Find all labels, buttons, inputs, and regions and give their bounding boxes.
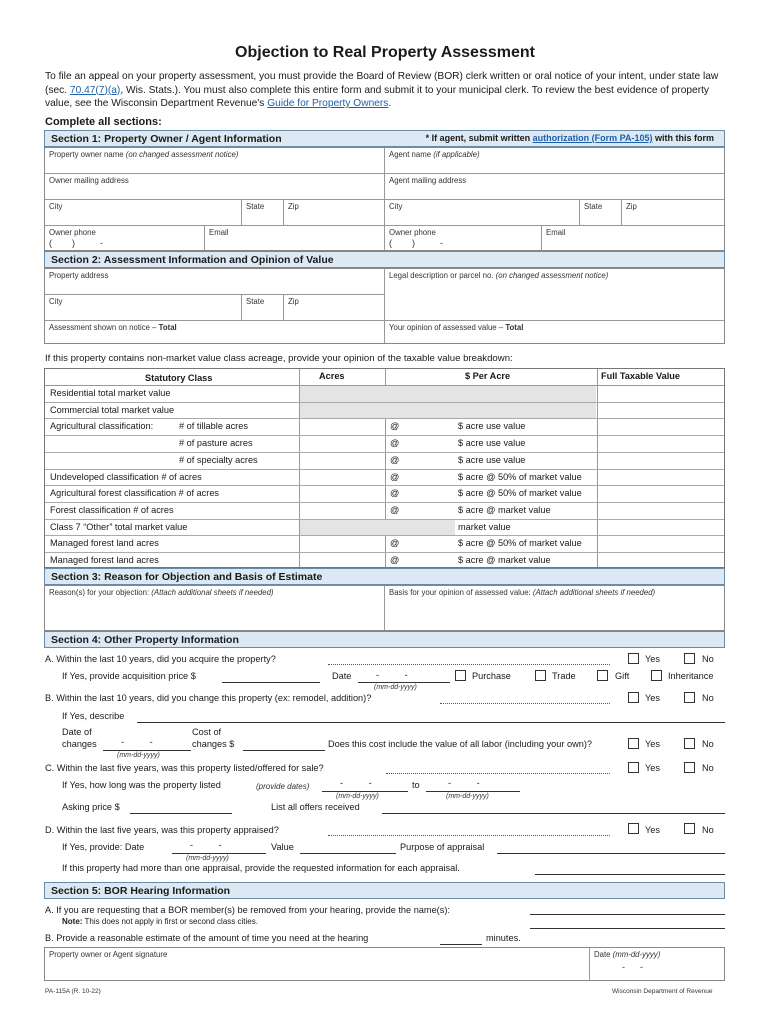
basis-field[interactable] [385, 586, 724, 630]
acreage-at-sign: @ [390, 421, 400, 432]
acreage-shaded-cell [300, 386, 596, 402]
section-2-title: Section 2: Assessment Information and Opinion of Value [51, 254, 334, 266]
acreage-per-acre-label: $ acre @ market value [458, 555, 551, 565]
acreage-full-value-input[interactable] [598, 402, 724, 419]
acreage-row-label: Undeveloped classification # of acres [50, 471, 202, 482]
acreage-full-value-input[interactable] [598, 469, 724, 486]
owner-phone-field[interactable] [45, 226, 205, 251]
q-a-yes-checkbox[interactable] [628, 653, 639, 664]
listed-how-long-label: If Yes, how long was the property listed [62, 780, 221, 790]
acq-date-label: Date [332, 671, 352, 681]
appraisal-provide-label: If Yes, provide: Date [62, 842, 145, 852]
q-b-text: B. Within the last 10 years, did you change this property (ex: remodel, addition)? [45, 693, 372, 703]
q-a-text: A. Within the last 10 years, did you acquire the property? [45, 654, 276, 664]
complete-all-heading: Complete all sections: [45, 116, 162, 128]
assessment-total-label: Total [158, 323, 177, 332]
intro-text [45, 70, 730, 111]
acreage-row-sublabel: # of specialty acres [179, 454, 258, 465]
acreage-per-acre-label: $ acre @ 50% of market value [458, 488, 582, 499]
owner-name-field[interactable] [45, 148, 385, 174]
cost-of-label: Cost of [192, 727, 222, 737]
col-full-taxable: Full Taxable Value [601, 371, 680, 381]
listed-from-input[interactable] [322, 791, 408, 792]
q-c-text: C. Within the last five years, was this property listed/offered for sale? [45, 763, 324, 773]
agent-zip-field[interactable]: Zip [622, 200, 724, 226]
opinion-total-label: Total [505, 323, 524, 332]
q-a-yes-label: Yes [645, 654, 660, 664]
acreage-shaded-cell [300, 520, 455, 536]
section-2-grid [44, 268, 725, 344]
acreage-row-label: Agricultural forest classification # of acres [50, 488, 220, 499]
hearing-minutes-input[interactable] [440, 944, 482, 945]
q-d-text: D. Within the last five years, was this property appraised? [45, 825, 279, 835]
owner-state-field[interactable]: State [242, 200, 284, 226]
inheritance-label: Inheritance [668, 671, 714, 681]
acq-date-input[interactable] [358, 682, 450, 683]
acreage-row-label: Managed forest land acres [50, 538, 159, 549]
acreage-full-value-input[interactable] [598, 485, 724, 502]
authorization-link[interactable]: authorization (Form PA-105) [532, 133, 653, 143]
acreage-table [44, 368, 725, 568]
appraisal-date-dashes: - - [190, 840, 222, 850]
agent-city-field[interactable]: City [385, 200, 580, 226]
property-state-field[interactable]: State [242, 295, 284, 321]
agent-name-label: Agent name [389, 150, 432, 159]
gift-checkbox[interactable] [597, 670, 608, 681]
acreage-at-sign: @ [390, 438, 400, 449]
basis-note: (Attach additional sheets if needed) [532, 588, 656, 597]
purchase-checkbox[interactable] [455, 670, 466, 681]
owner-phone-label: Owner phone [49, 228, 96, 237]
owner-city-field[interactable]: City [45, 200, 242, 226]
property-address-field[interactable]: Property address [45, 269, 385, 295]
legal-description-field[interactable] [385, 269, 724, 321]
section-1-header [44, 130, 725, 147]
section-5-title: Section 5: BOR Hearing Information [51, 885, 231, 897]
labor-no-label: No [702, 739, 714, 749]
section-5-header [44, 882, 725, 899]
acreage-per-acre-label: market value [458, 521, 511, 532]
acreage-full-value-input[interactable] [598, 502, 724, 519]
acreage-at-sign: @ [390, 538, 400, 549]
acq-date-format: (mm-dd-yyyy) [374, 684, 417, 691]
acreage-per-acre-label: $ acre @ market value [458, 504, 551, 515]
to-label: to [412, 780, 420, 790]
appraisal-value-label: Value [271, 842, 294, 852]
acreage-per-acre-label: $ acre @ 50% of market value [458, 538, 582, 549]
assessment-shown-field[interactable] [45, 321, 385, 343]
owner-zip-field[interactable]: Zip [284, 200, 385, 226]
reasons-note: (Attach additional sheets if needed) [151, 588, 274, 597]
bor-names-input-2[interactable] [530, 928, 725, 929]
signature-field[interactable]: Property owner or Agent signature [45, 948, 590, 980]
form-id: PA-115A (R. 10-22) [45, 988, 101, 995]
appraisal-purpose-label: Purpose of appraisal [400, 842, 485, 852]
acreage-at-sign: @ [390, 504, 400, 515]
acreage-row-label: Class 7 “Other” total market value [50, 521, 188, 532]
cost-changes-label: changes $ [192, 739, 235, 749]
acreage-full-value-input[interactable] [598, 385, 724, 402]
multiple-appraisal-input[interactable] [535, 874, 725, 875]
owner-phone-format: ( ) - [49, 238, 103, 248]
page-title: Objection to Real Property Assessment [235, 44, 535, 61]
agent-phone-format: ( ) - [389, 238, 443, 248]
labor-no-checkbox[interactable] [684, 738, 695, 749]
labor-yes-label: Yes [645, 739, 660, 749]
signature-date-dashes: - - [622, 962, 643, 972]
q-c-yes-checkbox[interactable] [628, 762, 639, 773]
offers-input[interactable] [382, 813, 725, 814]
q-a-no-checkbox[interactable] [684, 653, 695, 664]
reasons-field[interactable] [45, 586, 385, 630]
acreage-at-sign: @ [390, 488, 400, 499]
changes-label: changes [62, 739, 97, 749]
q-d-yes-checkbox[interactable] [628, 823, 639, 834]
acreage-full-value-input[interactable] [598, 435, 724, 452]
agent-email-field[interactable]: Email [546, 228, 566, 237]
describe-label: If Yes, describe [62, 711, 125, 721]
acreage-row-label: Agricultural classification: [50, 421, 154, 432]
section-2-header [44, 251, 725, 268]
q-b-yes-label: Yes [645, 693, 660, 703]
q-d-yes-label: Yes [645, 825, 660, 835]
owner-mailing-field[interactable]: Owner mailing address [45, 174, 385, 200]
col-per-acre: $ Per Acre [465, 371, 511, 381]
agent-phone-field[interactable] [385, 226, 542, 251]
appraisal-date-format: (mm-dd-yyyy) [186, 855, 229, 862]
intro-part-3: . [388, 98, 392, 110]
section-3-title: Section 3: Reason for Objection and Basis of Estimate [51, 571, 323, 583]
acq-price-input[interactable] [222, 682, 320, 683]
assessment-shown-label: Assessment shown on notice – [49, 323, 159, 332]
legal-description-label: Legal description or parcel no. [389, 271, 494, 280]
listed-from-dashes: - - [340, 778, 372, 788]
intro-part-2: , Wis. Stats.). You must also complete this entire form and submit it to your municipal clerk. To review the best evidence of property value, see the Wisconsin Department Revenue's [45, 84, 710, 110]
agent-note-pre: * If agent, submit written [425, 133, 533, 143]
q-b-yes-checkbox[interactable] [628, 692, 639, 703]
agent-state-field[interactable]: State [580, 200, 622, 226]
opinion-value-label: Your opinion of assessed value – [389, 323, 506, 332]
bor-names-input[interactable] [530, 914, 725, 915]
basis-label: Basis for your opinion of assessed value: [389, 588, 531, 597]
change-date-dashes: - - [121, 737, 153, 747]
bor-remove-text: A. If you are requesting that a BOR member(s) be removed from your hearing, provide the name(s): [45, 905, 450, 915]
agent-mailing-field[interactable]: Agent mailing address [385, 174, 724, 200]
labor-question: Does this cost include the value of all labor (including your own)? [328, 739, 593, 749]
section-4-header [44, 631, 725, 648]
listed-to-format: (mm-dd-yyyy) [446, 793, 489, 800]
acreage-row-label: Forest classification # of acres [50, 504, 174, 515]
listed-from-format: (mm-dd-yyyy) [336, 793, 379, 800]
q-c-no-checkbox[interactable] [684, 762, 695, 773]
q-a-dots [328, 664, 610, 665]
describe-input[interactable] [137, 722, 725, 723]
offers-label: List all offers received [271, 802, 360, 812]
acreage-full-value-input[interactable] [598, 418, 724, 435]
change-date-format: (mm-dd-yyyy) [117, 752, 160, 759]
inheritance-checkbox[interactable] [651, 670, 662, 681]
gift-label: Gift [615, 671, 630, 681]
bor-note [62, 917, 258, 926]
q-d-no-checkbox[interactable] [684, 823, 695, 834]
acreage-shaded-cell [300, 403, 596, 419]
signature-date-label: Date [594, 950, 611, 959]
acreage-row-label: Managed forest land acres [50, 555, 159, 565]
acreage-at-sign: @ [390, 555, 400, 565]
date-of-label: Date of [62, 727, 92, 737]
acreage-at-sign: @ [390, 471, 400, 482]
acreage-full-value-input[interactable] [598, 519, 724, 536]
opinion-value-field[interactable] [385, 321, 724, 343]
acreage-at-sign: @ [390, 454, 400, 465]
q-b-no-checkbox[interactable] [684, 692, 695, 703]
agent-name-note: (if applicable) [433, 150, 480, 159]
q-c-yes-label: Yes [645, 763, 660, 773]
reasons-label: Reason(s) for your objection: [49, 588, 150, 597]
acreage-per-acre-label: $ acre use value [458, 454, 526, 465]
department-name: Wisconsin Department of Revenue [612, 988, 713, 995]
signature-date-format: (mm-dd-yyyy) [612, 950, 661, 959]
acreage-intro: If this property contains non-market value class acreage, provide your opinion of the taxable value breakdown: [45, 353, 513, 364]
section-1-title: Section 1: Property Owner / Agent Information [51, 133, 282, 145]
acq-date-dashes: - - [376, 670, 408, 680]
section-1-grid [44, 147, 725, 251]
acreage-full-value-input[interactable] [598, 535, 724, 552]
q-b-no-label: No [702, 693, 714, 703]
asking-price-label: Asking price $ [62, 802, 120, 812]
owner-name-note: (on changed assessment notice) [125, 150, 239, 159]
agent-phone-label: Owner phone [389, 228, 436, 237]
acreage-per-acre-label: $ acre @ 50% of market value [458, 471, 582, 482]
q-d-no-label: No [702, 825, 714, 835]
acreage-row-sublabel: # of pasture acres [179, 438, 253, 449]
acreage-row-label: Residential total market value [50, 388, 171, 398]
acreage-per-acre-label: $ acre use value [458, 438, 526, 449]
bor-note-text: This does not apply in first or second class cities. [82, 917, 258, 926]
acq-price-label: If Yes, provide acquisition price $ [62, 671, 196, 681]
section-3-header [44, 568, 725, 585]
agent-note [426, 133, 714, 143]
trade-checkbox[interactable] [535, 670, 546, 681]
appraisal-purpose-input[interactable] [497, 853, 725, 854]
listed-to-dashes: - - [448, 778, 480, 788]
owner-name-label: Property owner name [49, 150, 124, 159]
acreage-full-value-input[interactable] [598, 452, 724, 469]
q-a-no-label: No [702, 654, 714, 664]
change-date-input[interactable] [103, 750, 191, 751]
col-statutory-class: Statutory Class [145, 373, 213, 383]
q-c-dots [386, 773, 610, 774]
acreage-row-label: Commercial total market value [50, 404, 175, 415]
labor-yes-checkbox[interactable] [628, 738, 639, 749]
bor-note-label: Note: [62, 917, 83, 926]
property-zip-field[interactable]: Zip [284, 295, 385, 321]
signature-date-field[interactable] [590, 948, 724, 980]
asking-price-input[interactable] [130, 813, 232, 814]
section-4-title: Section 4: Other Property Information [51, 634, 239, 646]
guide-link[interactable]: Guide for Property Owners [267, 98, 389, 110]
intro-part-1: To file an appeal on your property assessment, you must provide the Board of Review (BOR) clerk written or oral notice of your intent, under state law (sec. [45, 71, 719, 96]
statute-link[interactable]: 70.47(7)(a) [69, 84, 121, 96]
section-3-grid [44, 585, 725, 631]
property-city-field[interactable]: City [45, 295, 242, 321]
trade-label: Trade [552, 671, 576, 681]
hearing-time-text: B. Provide a reasonable estimate of the amount of time you need at the hearing [45, 933, 369, 943]
owner-email-field[interactable]: Email [205, 226, 385, 251]
minutes-label: minutes. [486, 933, 521, 943]
agent-note-post: with this form [652, 133, 714, 143]
acreage-per-acre-label: $ acre use value [458, 421, 526, 432]
q-b-dots [440, 703, 610, 704]
agent-name-field[interactable] [385, 148, 724, 174]
legal-description-note: (on changed assessment notice) [495, 271, 609, 280]
provide-dates-note: (provide dates) [256, 782, 310, 791]
acreage-full-value-input[interactable] [598, 552, 724, 569]
listed-to-input[interactable] [426, 791, 520, 792]
col-acres: Acres [319, 371, 345, 381]
signature-grid [44, 947, 725, 981]
appraisal-date-input[interactable] [172, 853, 266, 854]
multiple-appraisal-note: If this property had more than one appraisal, provide the requested information for each appraisal. [62, 863, 460, 873]
q-c-no-label: No [702, 763, 714, 773]
acreage-row-sublabel: # of tillable acres [179, 421, 248, 432]
appraisal-value-input[interactable] [300, 853, 396, 854]
q-d-dots [328, 835, 610, 836]
purchase-label: Purchase [472, 671, 511, 681]
cost-changes-input[interactable] [243, 750, 325, 751]
